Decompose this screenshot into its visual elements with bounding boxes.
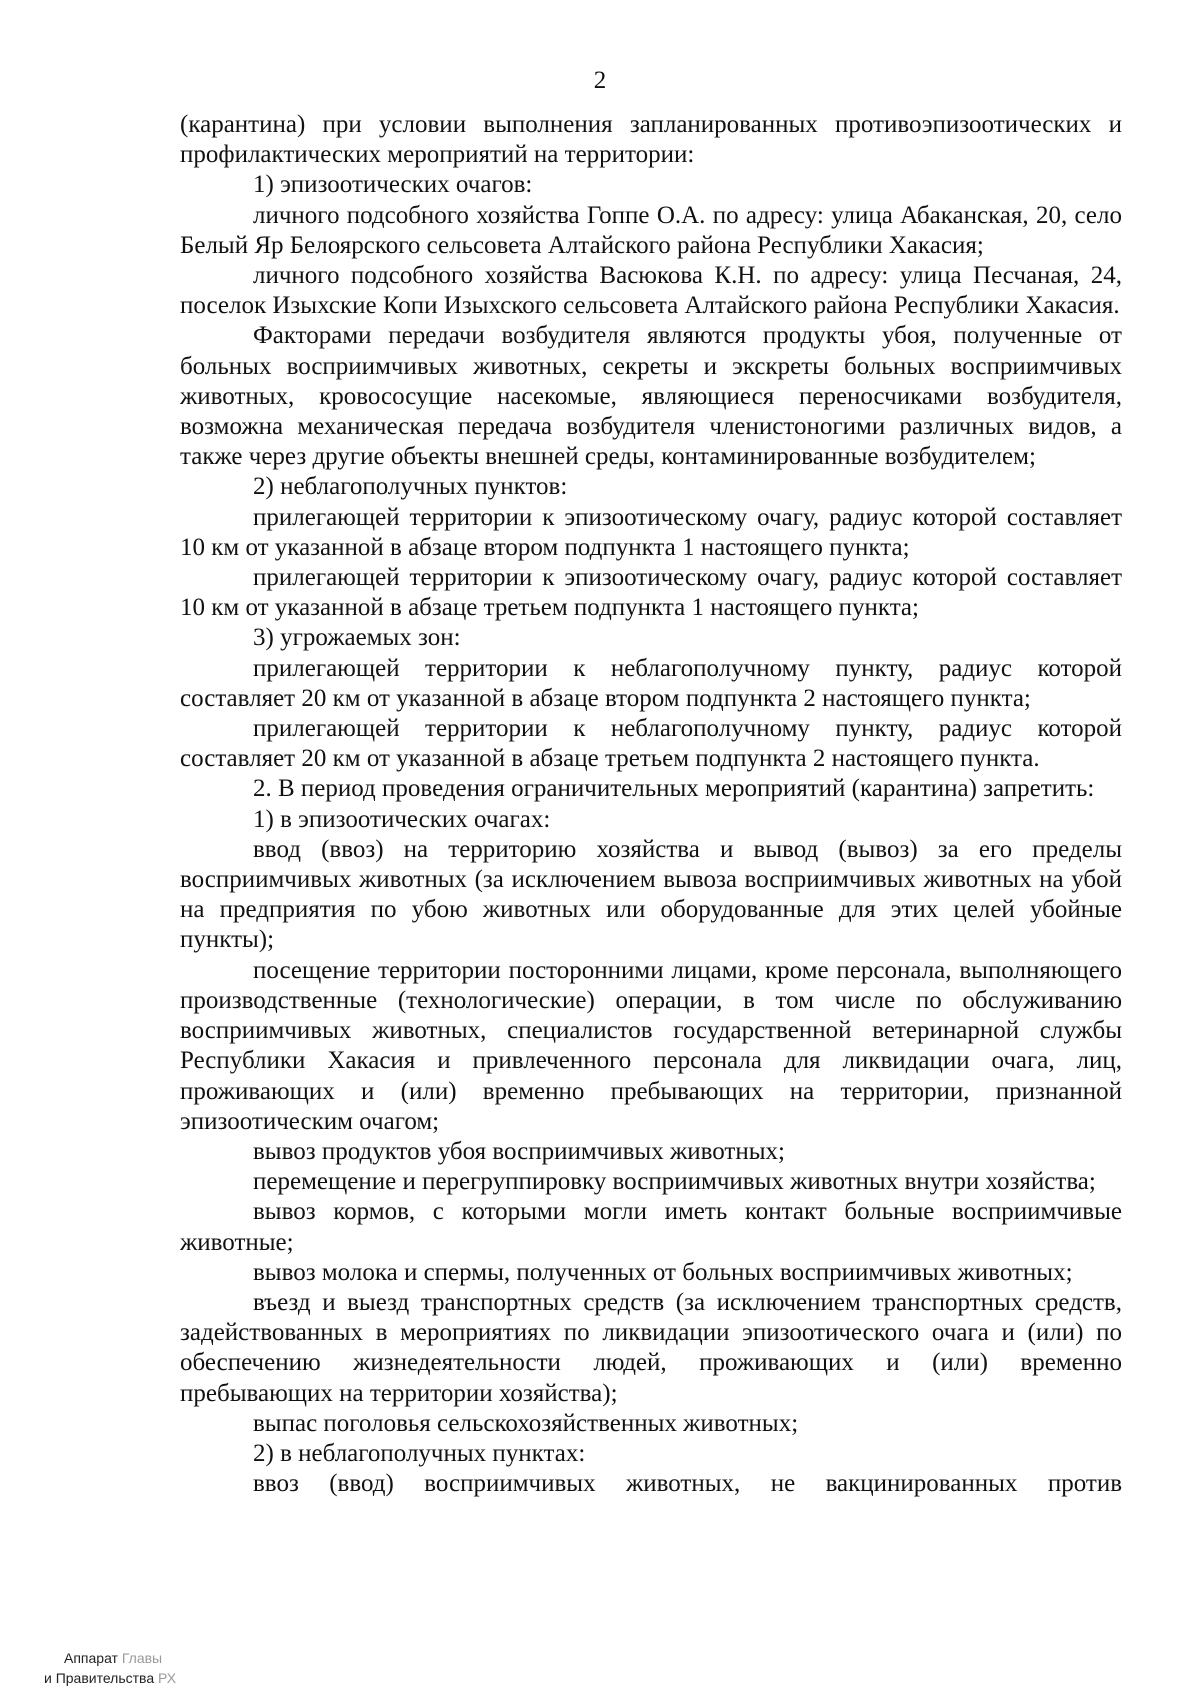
paragraph: (карантина) при условии выполнения запланированных противоэпизоотических и профилактических мероприятий на территории: [180,111,1122,169]
paragraph: личного подсобного хозяйства Васюкова К.Н. по адресу: улица Песчаная, 24, поселок Изыхские Копи Изыхского сельсовета Алтайского района Республики Хакасия. [180,262,1122,320]
paragraph: 1) в эпизоотических очагах: [253,805,551,833]
paragraph: прилегающей территории к неблагополучному пункту, радиус которой составляет 20 км от указанной в абзаце втором подпункта 2 настоящего пункта; [180,654,1122,712]
stamp-line-1-text: Аппарат [64,1650,122,1666]
stamp-line-2-text: и Правительства [44,1670,159,1686]
paragraph: вывоз кормов, с которыми могли иметь контакт больные восприимчивые животные; [180,1198,1122,1256]
stamp-line-2-faded: РХ [158,1670,177,1686]
paragraph: Факторами передачи возбудителя являются продукты убоя, полученные от больных восприимчивых животных, секреты и экскреты больных восприимчивых животных, кровососущие насекомые, являющиеся переносчиками возбудителя, возможна механическая передача возбудителя членистоногими различных видов, а также через другие объекты внешней среды, контаминированные возбудителем; [180,322,1122,471]
paragraph: 2. В период проведения ограничительных мероприятий (карантина) запретить: [253,775,1095,803]
paragraph: личного подсобного хозяйства Гоппе О.А. по адресу: улица Абаканская, 20, село Белый Яр Белоярского сельсовета Алтайского района Республики Хакасия; [180,201,1122,259]
paragraph: 2) неблагополучных пунктов: [253,473,568,501]
office-stamp [44,1648,176,1688]
paragraph: прилегающей территории к эпизоотическому очагу, радиус которой составляет 10 км от указанной в абзаце третьем подпункта 1 настоящего пункта; [180,564,1122,622]
paragraph: ввоз (ввод) восприимчивых животных, не вакцинированных против [253,1470,1122,1498]
paragraph: прилегающей территории к неблагополучному пункту, радиус которой составляет 20 км от указанной в абзаце третьем подпункта 2 настоящего пункта. [180,715,1122,773]
page-number: 2 [593,67,607,94]
paragraph: посещение территории посторонними лицами, кроме персонала, выполняющего производственные (технологические) операции, в том числе по обслуживанию восприимчивых животных, специалистов государственной ветеринарной службы Республики Хакасия и привлеченного персонала для ликвидации очага, лиц, проживающих и (или) временно пребывающих на территории, признанной эпизоотическим очагом; [180,956,1122,1135]
stamp-line-1-faded: Главы [121,1650,163,1666]
document-body [180,110,1122,1499]
paragraph: перемещение и перегруппировку восприимчивых животных внутри хозяйства; [253,1168,1096,1196]
paragraph: выпас поголовья сельскохозяйственных животных; [253,1409,799,1437]
paragraph: вывоз продуктов убоя восприимчивых животных; [253,1137,785,1165]
paragraph: 3) угрожаемых зон: [253,624,461,652]
paragraph: 1) эпизоотических очагов: [253,171,533,199]
paragraph: ввод (ввоз) на территорию хозяйства и вывод (вывоз) за его пределы восприимчивых животных (за исключением вывоза восприимчивых животных на убой на предприятия по убою животных или оборудованные для этих целей убойные пункты); [180,835,1122,954]
paragraph: 2) в неблагополучных пунктах: [253,1439,586,1467]
paragraph: вывоз молока и спермы, полученных от больных восприимчивых животных; [253,1258,1073,1286]
paragraph: въезд и выезд транспортных средств (за исключением транспортных средств, задействованных в мероприятиях по ликвидации эпизоотического очага и (или) по обеспечению жизнедеятельности людей, проживающих и (или) временно пребывающих на территории хозяйства); [180,1288,1122,1407]
paragraph: прилегающей территории к эпизоотическому очагу, радиус которой составляет 10 км от указанной в абзаце втором подпункта 1 настоящего пункта; [180,503,1122,561]
